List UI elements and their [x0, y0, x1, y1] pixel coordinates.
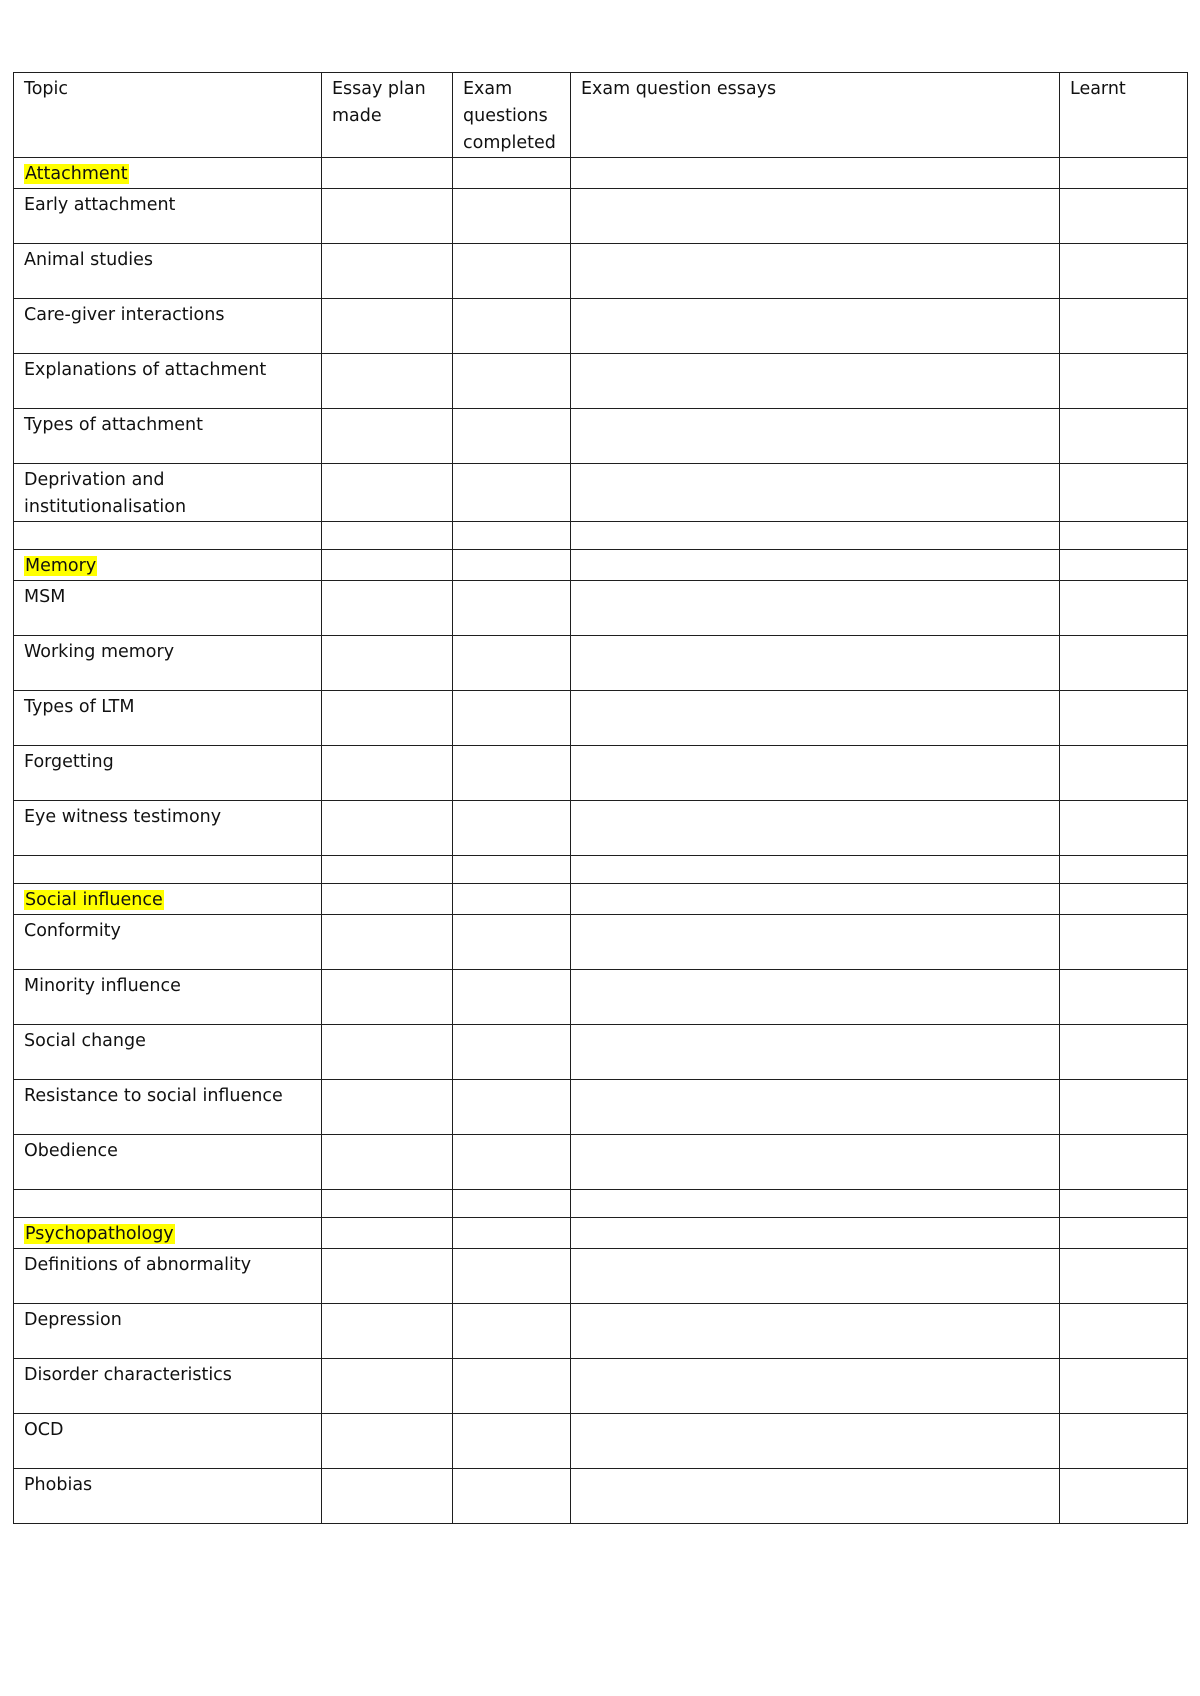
topic-label: Explanations of attachment [24, 360, 267, 380]
cell-exam-question-essays [571, 244, 1060, 299]
cell-learnt [1060, 970, 1188, 1025]
topic-row [14, 189, 1188, 244]
section-title-cell [14, 1218, 322, 1249]
topic-row [14, 409, 1188, 464]
cell-exam-question-essays [571, 636, 1060, 691]
cell-learnt [1060, 522, 1188, 550]
topic-row [14, 970, 1188, 1025]
cell-learnt [1060, 409, 1188, 464]
topic-label: Types of LTM [24, 697, 135, 717]
cell-essay-plan-made [322, 1304, 453, 1359]
cell-essay-plan-made [322, 581, 453, 636]
spacer-row [14, 1190, 1188, 1218]
cell-learnt [1060, 1359, 1188, 1414]
cell-essay-plan-made [322, 1218, 453, 1249]
topic-cell [14, 801, 322, 856]
cell-learnt [1060, 299, 1188, 354]
topic-label: Working memory [24, 642, 175, 662]
section-title-cell [14, 884, 322, 915]
cell-learnt [1060, 1304, 1188, 1359]
cell-essay-plan-made [322, 856, 453, 884]
topic-row [14, 1414, 1188, 1469]
cell-learnt [1060, 244, 1188, 299]
cell-essay-plan-made [322, 884, 453, 915]
cell-exam-questions-completed [453, 1469, 571, 1524]
cell-essay-plan-made [322, 244, 453, 299]
cell-essay-plan-made [322, 1190, 453, 1218]
topic-cell [14, 1135, 322, 1190]
topic-label: Definitions of abnormality [24, 1255, 252, 1275]
cell-essay-plan-made [322, 1414, 453, 1469]
topic-cell [14, 581, 322, 636]
section-row [14, 158, 1188, 189]
header-exam-questions-completed: Exam questions completed [453, 73, 571, 158]
topic-cell [14, 636, 322, 691]
cell-exam-questions-completed [453, 1190, 571, 1218]
cell-exam-questions-completed [453, 856, 571, 884]
cell-exam-question-essays [571, 884, 1060, 915]
cell-exam-question-essays [571, 746, 1060, 801]
cell-essay-plan-made [322, 1469, 453, 1524]
cell-exam-questions-completed [453, 409, 571, 464]
header-row [14, 73, 1188, 158]
cell-essay-plan-made [322, 801, 453, 856]
topic-label: Care-giver interactions [24, 305, 225, 325]
topic-label: Depression [24, 1310, 122, 1330]
cell-exam-question-essays [571, 1304, 1060, 1359]
cell-topic [14, 522, 322, 550]
section-row [14, 550, 1188, 581]
topic-cell [14, 189, 322, 244]
cell-learnt [1060, 550, 1188, 581]
cell-exam-questions-completed [453, 158, 571, 189]
section-row [14, 1218, 1188, 1249]
cell-exam-questions-completed [453, 1025, 571, 1080]
topic-row [14, 801, 1188, 856]
cell-exam-question-essays [571, 522, 1060, 550]
topic-cell [14, 746, 322, 801]
cell-exam-question-essays [571, 409, 1060, 464]
cell-exam-question-essays [571, 970, 1060, 1025]
topic-cell [14, 691, 322, 746]
cell-essay-plan-made [322, 970, 453, 1025]
cell-learnt [1060, 189, 1188, 244]
cell-exam-questions-completed [453, 299, 571, 354]
topic-row [14, 915, 1188, 970]
topic-cell [14, 354, 322, 409]
cell-exam-question-essays [571, 158, 1060, 189]
topic-cell [14, 970, 322, 1025]
topic-row [14, 354, 1188, 409]
topic-label: Animal studies [24, 250, 154, 270]
cell-learnt [1060, 691, 1188, 746]
topic-cell [14, 1304, 322, 1359]
topic-row [14, 691, 1188, 746]
topic-cell [14, 244, 322, 299]
cell-exam-questions-completed [453, 884, 571, 915]
section-title: Attachment [25, 164, 128, 184]
cell-learnt [1060, 1080, 1188, 1135]
cell-exam-questions-completed [453, 1304, 571, 1359]
topic-row [14, 1249, 1188, 1304]
cell-exam-questions-completed [453, 1080, 571, 1135]
cell-learnt [1060, 464, 1188, 522]
cell-essay-plan-made [322, 746, 453, 801]
cell-learnt [1060, 1025, 1188, 1080]
topic-label: Conformity [24, 921, 121, 941]
cell-exam-questions-completed [453, 1414, 571, 1469]
cell-learnt [1060, 1190, 1188, 1218]
cell-learnt [1060, 1218, 1188, 1249]
header-learnt: Learnt [1060, 73, 1188, 158]
topic-row [14, 1359, 1188, 1414]
topic-row [14, 1025, 1188, 1080]
topic-row [14, 299, 1188, 354]
cell-exam-question-essays [571, 1190, 1060, 1218]
section-title-cell [14, 550, 322, 581]
topic-row [14, 244, 1188, 299]
cell-exam-question-essays [571, 1469, 1060, 1524]
cell-learnt [1060, 746, 1188, 801]
topic-label: Eye witness testimony [24, 807, 222, 827]
topic-cell [14, 1359, 322, 1414]
cell-essay-plan-made [322, 1025, 453, 1080]
section-title: Psychopathology [25, 1224, 174, 1244]
topic-label: Types of attachment [24, 415, 203, 435]
section-row [14, 884, 1188, 915]
topic-label: Minority influence [24, 976, 181, 996]
cell-essay-plan-made [322, 522, 453, 550]
topic-cell [14, 299, 322, 354]
cell-exam-questions-completed [453, 189, 571, 244]
topic-row [14, 1469, 1188, 1524]
topic-cell [14, 1249, 322, 1304]
cell-essay-plan-made [322, 550, 453, 581]
cell-exam-questions-completed [453, 522, 571, 550]
topic-cell [14, 1025, 322, 1080]
topic-label: Disorder characteristics [24, 1365, 232, 1385]
topic-row [14, 746, 1188, 801]
cell-exam-questions-completed [453, 1135, 571, 1190]
topic-label: Early attachment [24, 195, 176, 215]
topic-row [14, 1080, 1188, 1135]
topic-label: Forgetting [24, 752, 114, 772]
cell-exam-question-essays [571, 1359, 1060, 1414]
cell-learnt [1060, 636, 1188, 691]
cell-exam-question-essays [571, 691, 1060, 746]
topic-label: Social change [24, 1031, 146, 1051]
cell-exam-questions-completed [453, 636, 571, 691]
cell-exam-questions-completed [453, 746, 571, 801]
cell-exam-question-essays [571, 581, 1060, 636]
cell-exam-questions-completed [453, 801, 571, 856]
cell-exam-question-essays [571, 1414, 1060, 1469]
cell-exam-question-essays [571, 189, 1060, 244]
cell-learnt [1060, 1414, 1188, 1469]
cell-learnt [1060, 1469, 1188, 1524]
cell-exam-question-essays [571, 1025, 1060, 1080]
cell-exam-question-essays [571, 1249, 1060, 1304]
cell-learnt [1060, 884, 1188, 915]
cell-learnt [1060, 801, 1188, 856]
cell-exam-questions-completed [453, 970, 571, 1025]
cell-essay-plan-made [322, 1135, 453, 1190]
topic-label: Deprivation and institutionalisation [24, 470, 187, 517]
revision-checklist-table [13, 72, 1188, 1524]
cell-exam-question-essays [571, 915, 1060, 970]
cell-exam-questions-completed [453, 915, 571, 970]
cell-topic [14, 1190, 322, 1218]
topic-label: MSM [24, 587, 66, 607]
topic-row [14, 1304, 1188, 1359]
cell-exam-questions-completed [453, 1359, 571, 1414]
topic-row [14, 581, 1188, 636]
cell-exam-question-essays [571, 801, 1060, 856]
cell-exam-question-essays [571, 299, 1060, 354]
cell-essay-plan-made [322, 636, 453, 691]
cell-exam-question-essays [571, 856, 1060, 884]
topic-label: Obedience [24, 1141, 118, 1161]
topic-cell [14, 464, 322, 522]
cell-topic [14, 856, 322, 884]
cell-exam-question-essays [571, 550, 1060, 581]
cell-essay-plan-made [322, 158, 453, 189]
topic-cell [14, 409, 322, 464]
cell-exam-questions-completed [453, 581, 571, 636]
cell-exam-questions-completed [453, 1218, 571, 1249]
header-essay-plan-made: Essay plan made [322, 73, 453, 158]
cell-exam-questions-completed [453, 354, 571, 409]
cell-essay-plan-made [322, 464, 453, 522]
cell-essay-plan-made [322, 915, 453, 970]
cell-exam-questions-completed [453, 244, 571, 299]
cell-essay-plan-made [322, 189, 453, 244]
topic-cell [14, 1414, 322, 1469]
topic-cell [14, 1469, 322, 1524]
cell-exam-question-essays [571, 464, 1060, 522]
cell-exam-questions-completed [453, 550, 571, 581]
cell-essay-plan-made [322, 1080, 453, 1135]
topic-row [14, 464, 1188, 522]
cell-learnt [1060, 856, 1188, 884]
spacer-row [14, 522, 1188, 550]
cell-essay-plan-made [322, 691, 453, 746]
cell-exam-questions-completed [453, 1249, 571, 1304]
cell-learnt [1060, 354, 1188, 409]
cell-learnt [1060, 158, 1188, 189]
cell-learnt [1060, 915, 1188, 970]
cell-exam-questions-completed [453, 464, 571, 522]
topic-cell [14, 915, 322, 970]
cell-learnt [1060, 1249, 1188, 1304]
cell-essay-plan-made [322, 409, 453, 464]
cell-exam-questions-completed [453, 691, 571, 746]
cell-essay-plan-made [322, 354, 453, 409]
cell-learnt [1060, 581, 1188, 636]
cell-essay-plan-made [322, 1359, 453, 1414]
cell-learnt [1060, 1135, 1188, 1190]
topic-label: Resistance to social influence [24, 1086, 283, 1106]
topic-label: OCD [24, 1420, 64, 1440]
header-topic: Topic [14, 73, 322, 158]
cell-exam-question-essays [571, 1135, 1060, 1190]
section-title: Memory [25, 556, 97, 576]
topic-row [14, 1135, 1188, 1190]
cell-exam-question-essays [571, 1080, 1060, 1135]
cell-exam-question-essays [571, 1218, 1060, 1249]
topic-cell [14, 1080, 322, 1135]
table-body [14, 73, 1188, 1524]
topic-label: Phobias [24, 1475, 93, 1495]
section-title: Social influence [25, 890, 163, 910]
cell-essay-plan-made [322, 1249, 453, 1304]
header-exam-question-essays: Exam question essays [571, 73, 1060, 158]
spacer-row [14, 856, 1188, 884]
section-title-cell [14, 158, 322, 189]
cell-essay-plan-made [322, 299, 453, 354]
cell-exam-question-essays [571, 354, 1060, 409]
topic-row [14, 636, 1188, 691]
